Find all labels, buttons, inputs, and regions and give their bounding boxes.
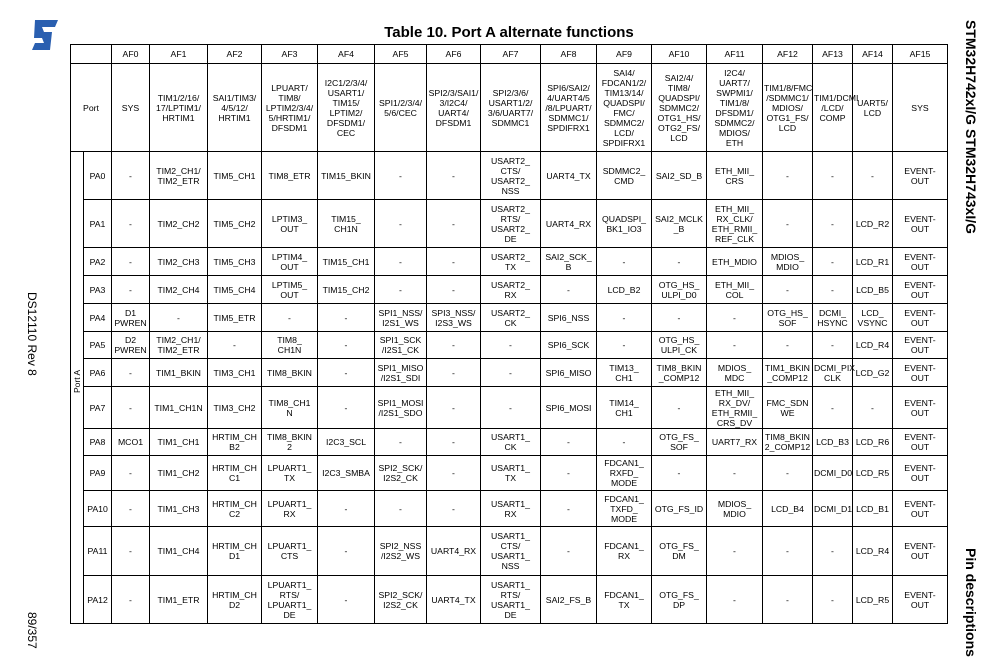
af-cell: LPUART1_ RX: [262, 491, 318, 527]
af-description-3: LPUART/ TIM8/ LPTIM2/3/4/ 5/HRTIM1/ DFSDM1: [262, 64, 318, 152]
af-cell: -: [318, 332, 375, 359]
af-cell: SDMMC2_ CMD: [597, 152, 652, 200]
af-cell: -: [597, 248, 652, 276]
table-row: [71, 304, 948, 332]
af-cell: USART2_ TX: [481, 248, 541, 276]
af-cell: -: [813, 332, 853, 359]
af-cell: SAI2_SD_B: [652, 152, 707, 200]
af-cell: EVENT- OUT: [893, 332, 948, 359]
af-cell: TIM14_ CH1: [597, 387, 652, 429]
af-cell: -: [763, 276, 813, 304]
af-cell: -: [112, 527, 150, 576]
left-margin: [25, 0, 50, 672]
af-cell: -: [707, 527, 763, 576]
af-header-6: AF6: [427, 45, 481, 64]
af-cell: TIM2_CH4: [150, 276, 208, 304]
af-header-11: AF11: [707, 45, 763, 64]
af-cell: TIM8_BKIN 2_COMP12: [763, 429, 813, 456]
pin-name: PA11: [84, 527, 112, 576]
af-cell: -: [427, 429, 481, 456]
af-description-13: TIM1/DCMI /LCD/ COMP: [813, 64, 853, 152]
af-cell: SAI2_MCLK _B: [652, 200, 707, 248]
af-cell: EVENT- OUT: [893, 387, 948, 429]
af-cell: USART2_ RX: [481, 276, 541, 304]
af-cell: -: [813, 576, 853, 624]
af-description-6: SPI2/3/SAI1/ 3/I2C4/ UART4/ DFSDM1: [427, 64, 481, 152]
af-cell: EVENT- OUT: [893, 276, 948, 304]
af-cell: -: [813, 248, 853, 276]
af-cell: LCD_B5: [853, 276, 893, 304]
af-cell: EVENT- OUT: [893, 527, 948, 576]
af-description-12: TIM1/8/FMC /SDMMC1/ MDIOS/ OTG1_FS/ LCD: [763, 64, 813, 152]
af-cell: QUADSPI_ BK1_IO3: [597, 200, 652, 248]
table-row: [71, 332, 948, 359]
af-cell: -: [208, 332, 262, 359]
af-cell: EVENT- OUT: [893, 152, 948, 200]
af-cell: SPI6_SCK: [541, 332, 597, 359]
af-cell: -: [813, 387, 853, 429]
af-cell: ETH_MII_ RX_CLK/ ETH_RMII_ REF_CLK: [707, 200, 763, 248]
af-cell: -: [112, 248, 150, 276]
product-name: STM32H742xI/G STM32H743xI/G: [963, 20, 979, 234]
port-header: Port: [71, 64, 112, 152]
af-cell: EVENT- OUT: [893, 576, 948, 624]
af-cell: -: [652, 387, 707, 429]
af-cell: LCD_B3: [813, 429, 853, 456]
af-cell: -: [707, 576, 763, 624]
pin-name: PA8: [84, 429, 112, 456]
af-description-9: SAI4/ FDCAN1/2/ TIM13/14/ QUADSPI/ FMC/ SDMMC2/ LCD/ SPDIFRX1: [597, 64, 652, 152]
af-header-9: AF9: [597, 45, 652, 64]
af-cell: LPTIM5_ OUT: [262, 276, 318, 304]
af-cell: MDIOS_ MDIO: [707, 491, 763, 527]
af-cell: -: [427, 456, 481, 491]
af-cell: -: [813, 152, 853, 200]
af-cell: -: [541, 527, 597, 576]
af-cell: LPTIM3_ OUT: [262, 200, 318, 248]
af-cell: DCMI_ HSYNC: [813, 304, 853, 332]
af-cell: TIM8_BKIN 2: [262, 429, 318, 456]
af-cell: LCD_R5: [853, 576, 893, 624]
af-cell: SPI3_NSS/ I2S3_WS: [427, 304, 481, 332]
af-cell: USART1_ TX: [481, 456, 541, 491]
af-cell: OTG_FS_ DP: [652, 576, 707, 624]
af-cell: UART4_TX: [541, 152, 597, 200]
af-cell: ETH_MII_ RX_DV/ ETH_RMII_ CRS_DV: [707, 387, 763, 429]
af-cell: FMC_SDN WE: [763, 387, 813, 429]
af-cell: USART2_ CK: [481, 304, 541, 332]
af-cell: TIM15_CH2: [318, 276, 375, 304]
af-cell: -: [597, 304, 652, 332]
af-cell: -: [375, 276, 427, 304]
af-cell: -: [375, 152, 427, 200]
af-cell: -: [541, 429, 597, 456]
af-cell: -: [427, 491, 481, 527]
af-cell: TIM2_CH1/ TIM2_ETR: [150, 332, 208, 359]
af-cell: -: [813, 527, 853, 576]
af-cell: FDCAN1_ RXFD_ MODE: [597, 456, 652, 491]
af-cell: LCD_B1: [853, 491, 893, 527]
af-cell: -: [427, 387, 481, 429]
af-cell: -: [763, 332, 813, 359]
af-cell: -: [763, 152, 813, 200]
af-description-11: I2C4/ UART7/ SWPMI1/ TIM1/8/ DFSDM1/ SDMMC2/ MDIOS/ ETH: [707, 64, 763, 152]
af-cell: EVENT- OUT: [893, 248, 948, 276]
af-description-2: SAI1/TIM3/ 4/5/12/ HRTIM1: [208, 64, 262, 152]
af-cell: -: [318, 304, 375, 332]
pin-name: PA4: [84, 304, 112, 332]
af-cell: TIM5_CH3: [208, 248, 262, 276]
af-cell: I2C3_SMBA: [318, 456, 375, 491]
af-cell: -: [318, 491, 375, 527]
af-header-14: AF14: [853, 45, 893, 64]
af-cell: DCMI_D0: [813, 456, 853, 491]
pin-name: PA7: [84, 387, 112, 429]
af-cell: TIM8_ETR: [262, 152, 318, 200]
af-cell: -: [112, 200, 150, 248]
af-cell: -: [112, 491, 150, 527]
af-cell: -: [707, 332, 763, 359]
af-cell: -: [763, 456, 813, 491]
table-row: [71, 387, 948, 429]
af-cell: -: [375, 429, 427, 456]
af-cell: TIM2_CH3: [150, 248, 208, 276]
af-cell: FDCAN1_ TXFD_ MODE: [597, 491, 652, 527]
af-description-8: SPI6/SAI2/ 4/UART4/5 /8/LPUART/ SDMMC1/ SPDIFRX1: [541, 64, 597, 152]
af-cell: -: [541, 491, 597, 527]
af-header-10: AF10: [652, 45, 707, 64]
af-cell: LCD_B4: [763, 491, 813, 527]
af-cell: TIM1_CH1: [150, 429, 208, 456]
pin-name: PA5: [84, 332, 112, 359]
af-cell: HRTIM_CH C2: [208, 491, 262, 527]
af-cell: -: [375, 200, 427, 248]
af-cell: LCD_R1: [853, 248, 893, 276]
af-cell: LCD_R5: [853, 456, 893, 491]
af-cell: FDCAN1_ TX: [597, 576, 652, 624]
af-header-4: AF4: [318, 45, 375, 64]
af-cell: OTG_FS_ID: [652, 491, 707, 527]
af-cell: -: [763, 200, 813, 248]
af-cell: TIM15_CH1: [318, 248, 375, 276]
af-header-0: AF0: [112, 45, 150, 64]
af-cell: -: [813, 200, 853, 248]
af-cell: -: [481, 387, 541, 429]
af-cell: TIM1_CH2: [150, 456, 208, 491]
table-title: Table 10. Port A alternate functions: [384, 24, 634, 41]
af-cell: EVENT- OUT: [893, 200, 948, 248]
af-cell: EVENT- OUT: [893, 456, 948, 491]
table-body: [71, 152, 948, 624]
af-cell: D1 PWREN: [112, 304, 150, 332]
table-row: [71, 456, 948, 491]
af-header-13: AF13: [813, 45, 853, 64]
af-cell: ETH_MDIO: [707, 248, 763, 276]
af-cell: SPI2_SCK/ I2S2_CK: [375, 576, 427, 624]
table-row: [71, 359, 948, 387]
af-cell: TIM1_BKIN: [150, 359, 208, 387]
pin-name: PA1: [84, 200, 112, 248]
alternate-functions-table: [70, 44, 948, 624]
af-cell: USART1_ CK: [481, 429, 541, 456]
af-cell: -: [112, 387, 150, 429]
header-corner: [71, 45, 112, 64]
af-cell: OTG_FS_ SOF: [652, 429, 707, 456]
af-cell: TIM5_CH2: [208, 200, 262, 248]
af-cell: TIM8_CH1 N: [262, 387, 318, 429]
af-cell: OTG_HS_ SOF: [763, 304, 813, 332]
af-cell: SPI2_SCK/ I2S2_CK: [375, 456, 427, 491]
af-cell: D2 PWREN: [112, 332, 150, 359]
af-cell: TIM5_CH4: [208, 276, 262, 304]
af-cell: LCD_R4: [853, 332, 893, 359]
af-header-7: AF7: [481, 45, 541, 64]
af-cell: TIM13_ CH1: [597, 359, 652, 387]
af-cell: HRTIM_CH D2: [208, 576, 262, 624]
af-cell: USART1_ RX: [481, 491, 541, 527]
af-cell: -: [262, 304, 318, 332]
af-cell: HRTIM_CH B2: [208, 429, 262, 456]
af-cell: TIM8_ CH1N: [262, 332, 318, 359]
document-revision: DS12110 Rev 8: [25, 292, 39, 376]
af-cell: USART2_ RTS/ USART2_ DE: [481, 200, 541, 248]
af-cell: TIM1_CH4: [150, 527, 208, 576]
af-cell: MDIOS_ MDIO: [763, 248, 813, 276]
af-cell: UART4_RX: [427, 527, 481, 576]
af-cell: LCD_B2: [597, 276, 652, 304]
af-cell: -: [318, 359, 375, 387]
table-row: [71, 491, 948, 527]
af-description-1: TIM1/2/16/ 17/LPTIM1/ HRTIM1: [150, 64, 208, 152]
af-cell: TIM15_BKIN: [318, 152, 375, 200]
section-name: Pin descriptions: [963, 548, 979, 657]
af-cell: LPUART1_ CTS: [262, 527, 318, 576]
af-cell: -: [597, 332, 652, 359]
af-cell: -: [427, 248, 481, 276]
af-cell: -: [318, 576, 375, 624]
af-cell: EVENT- OUT: [893, 491, 948, 527]
af-cell: HRTIM_CH C1: [208, 456, 262, 491]
af-cell: TIM3_CH2: [208, 387, 262, 429]
af-cell: SPI1_MISO /I2S1_SDI: [375, 359, 427, 387]
af-cell: EVENT- OUT: [893, 304, 948, 332]
af-cell: -: [853, 387, 893, 429]
af-cell: -: [652, 248, 707, 276]
af-cell: TIM1_BKIN _COMP12: [763, 359, 813, 387]
af-cell: -: [481, 359, 541, 387]
af-cell: SPI6_MOSI: [541, 387, 597, 429]
af-cell: -: [427, 332, 481, 359]
af-cell: UART4_TX: [427, 576, 481, 624]
af-cell: LPUART1_ TX: [262, 456, 318, 491]
right-margin: [963, 0, 999, 672]
port-group-label: Port A: [71, 152, 84, 624]
page-number: 89/357: [25, 612, 39, 649]
af-cell: DCMI_PIX CLK: [813, 359, 853, 387]
af-header-3: AF3: [262, 45, 318, 64]
af-cell: LPTIM4_ OUT: [262, 248, 318, 276]
af-header-5: AF5: [375, 45, 427, 64]
af-header-15: AF15: [893, 45, 948, 64]
af-cell: -: [481, 332, 541, 359]
pin-name: PA10: [84, 491, 112, 527]
af-cell: USART1_ CTS/ USART1_ NSS: [481, 527, 541, 576]
af-cell: SPI6_NSS: [541, 304, 597, 332]
af-header-12: AF12: [763, 45, 813, 64]
af-cell: -: [597, 429, 652, 456]
af-cell: TIM8_BKIN _COMP12: [652, 359, 707, 387]
af-cell: SPI1_SCK /I2S1_CK: [375, 332, 427, 359]
af-cell: LCD_R4: [853, 527, 893, 576]
table-row: [71, 576, 948, 624]
af-cell: ETH_MII_ CRS: [707, 152, 763, 200]
af-description-5: SPI1/2/3/4/ 5/6/CEC: [375, 64, 427, 152]
af-cell: -: [150, 304, 208, 332]
af-cell: SPI2_NSS /I2S2_WS: [375, 527, 427, 576]
af-description-4: I2C1/2/3/4/ USART1/ TIM15/ LPTIM2/ DFSDM1/ CEC: [318, 64, 375, 152]
pin-name: PA6: [84, 359, 112, 387]
af-cell: TIM2_CH2: [150, 200, 208, 248]
af-cell: TIM15_ CH1N: [318, 200, 375, 248]
af-cell: -: [375, 248, 427, 276]
af-cell: -: [112, 359, 150, 387]
af-cell: TIM5_CH1: [208, 152, 262, 200]
af-cell: TIM3_CH1: [208, 359, 262, 387]
af-cell: I2C3_SCL: [318, 429, 375, 456]
table-row: [71, 152, 948, 200]
af-cell: TIM2_CH1/ TIM2_ETR: [150, 152, 208, 200]
af-cell: SPI1_MOSI /I2S1_SDO: [375, 387, 427, 429]
af-cell: FDCAN1_ RX: [597, 527, 652, 576]
af-cell: TIM1_CH3: [150, 491, 208, 527]
pin-name: PA3: [84, 276, 112, 304]
table-row: [71, 248, 948, 276]
af-cell: -: [541, 456, 597, 491]
pin-name: PA9: [84, 456, 112, 491]
af-cell: LCD_G2: [853, 359, 893, 387]
af-cell: OTG_HS_ ULPI_CK: [652, 332, 707, 359]
af-cell: -: [375, 491, 427, 527]
af-cell: DCMI_D1: [813, 491, 853, 527]
af-cell: -: [112, 152, 150, 200]
af-cell: -: [427, 359, 481, 387]
af-cell: -: [112, 456, 150, 491]
af-header-row: [71, 45, 948, 64]
af-cell: EVENT- OUT: [893, 359, 948, 387]
af-cell: MDIOS_ MDC: [707, 359, 763, 387]
af-cell: TIM5_ETR: [208, 304, 262, 332]
af-cell: USART2_ CTS/ USART2_ NSS: [481, 152, 541, 200]
af-cell: OTG_FS_ DM: [652, 527, 707, 576]
af-cell: -: [763, 576, 813, 624]
af-cell: -: [763, 527, 813, 576]
af-cell: -: [707, 456, 763, 491]
af-cell: -: [652, 456, 707, 491]
af-description-15: SYS: [893, 64, 948, 152]
af-cell: MCO1: [112, 429, 150, 456]
af-cell: SPI1_NSS/ I2S1_WS: [375, 304, 427, 332]
af-cell: SPI6_MISO: [541, 359, 597, 387]
af-header-1: AF1: [150, 45, 208, 64]
af-cell: -: [112, 276, 150, 304]
af-cell: TIM1_CH1N: [150, 387, 208, 429]
af-cell: LCD_ VSYNC: [853, 304, 893, 332]
af-cell: USART1_ RTS/ USART1_ DE: [481, 576, 541, 624]
af-cell: UART4_RX: [541, 200, 597, 248]
af-cell: OTG_HS_ ULPI_D0: [652, 276, 707, 304]
af-cell: ETH_MII_ COL: [707, 276, 763, 304]
af-header-8: AF8: [541, 45, 597, 64]
af-cell: -: [707, 304, 763, 332]
af-cell: -: [318, 527, 375, 576]
af-cell: HRTIM_CH D1: [208, 527, 262, 576]
af-description-7: SPI2/3/6/ USART1/2/ 3/6/UART7/ SDMMC1: [481, 64, 541, 152]
af-description-14: UART5/ LCD: [853, 64, 893, 152]
af-cell: -: [427, 276, 481, 304]
af-cell: LCD_R2: [853, 200, 893, 248]
table-row: [71, 276, 948, 304]
pin-name: PA2: [84, 248, 112, 276]
af-header-2: AF2: [208, 45, 262, 64]
af-cell: -: [541, 276, 597, 304]
af-cell: LPUART1_ RTS/ LPUART1_ DE: [262, 576, 318, 624]
pin-name: PA0: [84, 152, 112, 200]
af-cell: UART7_RX: [707, 429, 763, 456]
af-cell: -: [853, 152, 893, 200]
af-description-0: SYS: [112, 64, 150, 152]
af-cell: -: [112, 576, 150, 624]
af-cell: -: [427, 152, 481, 200]
pin-name: PA12: [84, 576, 112, 624]
af-cell: SAI2_SCK_ B: [541, 248, 597, 276]
table-row: [71, 527, 948, 576]
af-description-row: [71, 64, 948, 152]
table-row: [71, 429, 948, 456]
af-cell: TIM1_ETR: [150, 576, 208, 624]
af-cell: LCD_R6: [853, 429, 893, 456]
af-cell: -: [652, 304, 707, 332]
af-description-10: SAI2/4/ TIM8/ QUADSPI/ SDMMC2/ OTG1_HS/ OTG2_FS/ LCD: [652, 64, 707, 152]
af-cell: -: [813, 276, 853, 304]
af-cell: TIM8_BKIN: [262, 359, 318, 387]
af-cell: SAI2_FS_B: [541, 576, 597, 624]
af-cell: -: [427, 200, 481, 248]
af-cell: EVENT- OUT: [893, 429, 948, 456]
af-cell: -: [318, 387, 375, 429]
table-row: [71, 200, 948, 248]
